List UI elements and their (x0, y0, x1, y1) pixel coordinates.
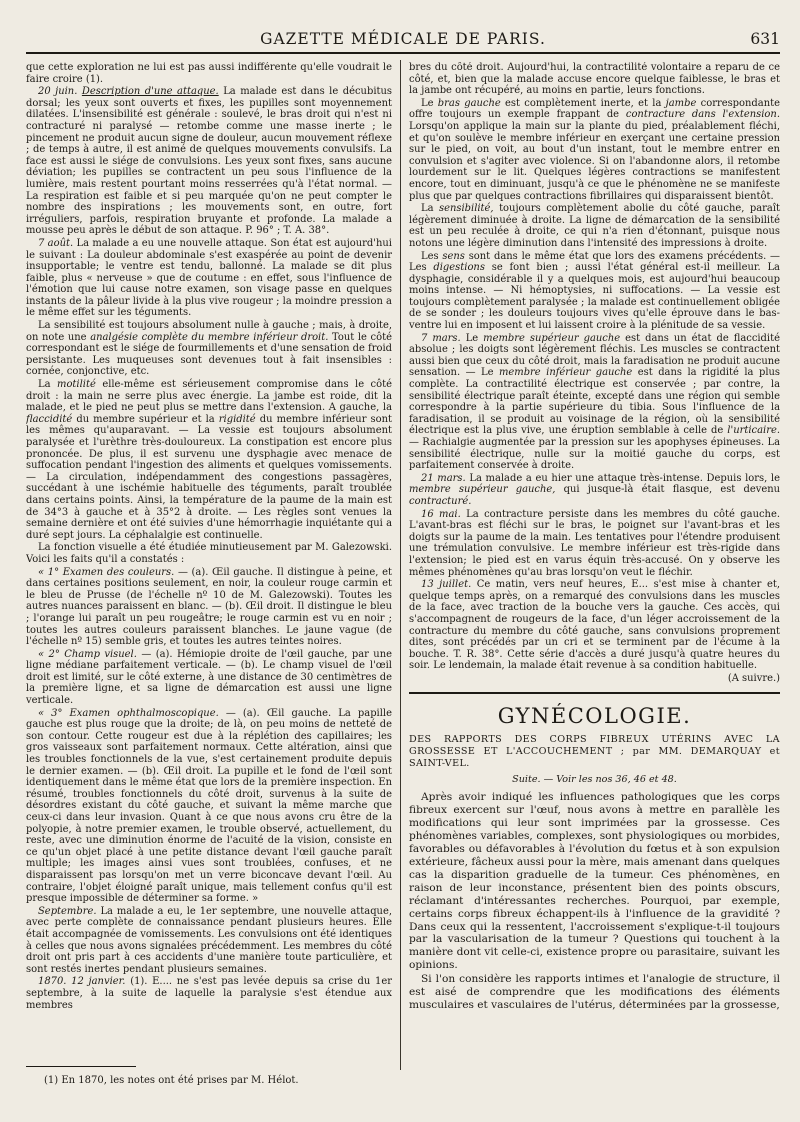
exam-text: — (a). Hémiopie droite de l'œil gauche, par une ligne médiane parfaitement verticale. — (b). Le champ visuel de l'œil droit est limité, sur le côté externe, à une distance de 30 centimètres de la première ligne, et sa ligne de démarcation est aussi une ligne verticale. (26, 648, 392, 707)
paragraph-attack (26, 86, 392, 237)
footnote: (1) En 1870, les notes ont été prises par M. Hélot. (44, 1075, 299, 1086)
column-divider (400, 60, 401, 1070)
text-run: Lorsqu'on applique la main sur la plante du pied, préalablement fléchi, et qu'on soulève le membre inférieur en exerçant une certaine pression sur le pied, on voit, au bout d'un instant, tout le membre entrer en convulsion et s'agiter avec violence. Si on l'abandonne alors, il retombe lourdement sur le lit. Quelques légères contractions se manifestent encore, tout en diminuant, jusqu'à ce que le phénomène ne se manifeste plus que par quelques contractions fibrillaires qui disparaissent bientôt. (409, 120, 780, 202)
paragraph-vision-intro: La fonction visuelle a été étudiée minutieusement par M. Galezowski. Voici les faits qu'il a constatés : (26, 542, 392, 565)
entry-date: 1870. 12 janvier. (38, 976, 126, 988)
entry-text: La malade a eu, le 1er septembre, une nouvelle attaque, avec perte complète de connaissance pendant plusieurs heures. Elle était accompagnée de vomissements. Les convulsions ont été identiques à celles que nous avons signalées précédemment. Les membres du côté droit ont pris part à ces accidents d'une manière toute particulière, et sont restés inertes pendant plusieurs semaines. (26, 905, 392, 975)
text-run: sont dans le même état que lors des examens précédents. — Les (409, 250, 780, 274)
paragraph-september (26, 906, 392, 976)
entry-date: 13 juillet. (421, 579, 472, 591)
left-column (26, 62, 392, 1067)
paragraph-march-7 (409, 333, 780, 472)
paragraph-march-21 (409, 473, 780, 508)
gynecology-section (409, 692, 780, 1011)
text-run: du membre supérieur et la (76, 413, 215, 425)
text-run-italic: flaccidité (26, 413, 73, 425)
text-run-italic: l'urticaire. (727, 425, 780, 437)
text-run-italic: sensibilité, (439, 203, 494, 215)
text-run: est complètement inerte, et la (505, 97, 662, 109)
entry-date: Septembre. (38, 905, 97, 917)
paragraph-left-arm (409, 98, 780, 202)
paragraph-august (26, 238, 392, 319)
exam-ophthalmoscopic (26, 708, 392, 905)
text-run-italic: motilité (57, 379, 96, 391)
exam-colours (26, 567, 392, 648)
page-header (26, 28, 780, 54)
text-run-italic: digestions (433, 262, 485, 274)
exam-label: « 3° Examen ophthalmoscopique. (38, 707, 219, 719)
text-run: se font bien ; aussi l'état général est-il meilleur. La dysphagie, considérable il y a quelques mois, est aujourd'hui beaucoup moins intense. — Ni hémoptysies, ni suffocations. — La vessie est toujours complètement paralysée ; la malade est continuellement obligée de se sonder ; les douleurs toujours vives qu'elle éprouve dans le bas-ventre lui en imposent et lui laissent croire à la plénitude de sa vessie. (409, 262, 780, 332)
exam-text: — (a). Œil gauche. La papille gauche est plus rouge que la droite; de là, on peu moins de netteté de son contour. Cette rougeur est due à la réplétion des capillaires; les gros vaisseaux sont parfaitement normaux. Cette altération, ainsi que les troubles fonctionnels de la vue, s'est certainement produite depuis le dernier examen. — (b). Œil droit. La pupille et le fond de l'œil sont identiquement dans le même état que lors de la première inspection. En résumé, troubles fonctionnels du côté droit, survenus à la suite de désordres existant du côté gauche, et suivant la même marche que ceux-ci dans leur invasion. Quant à ce que nous avons cru être de la polyopie, à notre premier examen, le trouble observé, actuellement, du reste, avec une diminution énorme de l'acuité de la vision, consiste en ce qu'un objet placé à une petite distance devant l'œil gauche paraît multiple; les images ainsi vues sont troublées, confuses, et ne disparaissent pas lorsqu'on met un verre biconcave devant l'œil. Au contraire, l'objet éloigné paraît unique, mais tellement confus qu'il est presque impossible de déterminer sa forme. » (26, 707, 392, 905)
text-run: est dans un état de flaccidité absolue ; les doigts sont légèrement fléchis. Les muscles se contractent aussi bien que ceux du côté droit, mais la faradisation ne produit aucune sensation. — Le (409, 332, 780, 379)
entry-text: (1). E.... ne s'est pas levée depuis sa crise du 1er septembre, à la suite de laquelle la paralysie s'est étendue aux membres (26, 976, 392, 1011)
entry-date: 7 mars. (421, 332, 461, 344)
exam-text: — (a). Œil gauche. Il distingue à peine, et dans certaines positions seulement, en noir, la couleur rouge carmin et le bleu de Prusse (de l'échelle nº 10 de M. Galezowski). Toutes les autres nuances paraissent en blanc. — (b). Œil droit. Il distingue le bleu ; l'orange lui paraît un peu rougeâtre; le rouge carmin est vu en noir ; toutes les autres couleurs paraissent blanches. Le jaune vague (de l'échelle nº 15) semble gris, et toutes les autres teintes noires. (26, 566, 392, 648)
text-run: Le (421, 97, 434, 109)
entry-text: La malade est dans le décubitus dorsal; les yeux sont ouverts et fixes, les pupilles sont moyennement dilatées. L'insensibilité est générale : soulevé, le bras droit qui n'est ni contracturé ni paralysé — retombe comme une masse inerte ; le pincement ne produit aucun signe de douleur, aucun mouvement réflexe ; de temps à autre, il est animé de quelques mouvements convulsifs. La face est aussi le siége de convulsions. Les yeux sont fixes, sans aucune déviation; les pupilles se contractent un peu sous l'influence de la lumière, mais restent pourtant moins resserrées qu'à l'état normal. — La respiration est faible et si peu marquée qu'on ne peut compter le nombre des inspirations ; les mouvements sont, en outre, fort irréguliers, parfois, respiration bruyante et profonde. La malade a mousse peu après le début de son attaque. P. 96° ; T. A. 38°. (26, 86, 392, 237)
article-title: DES RAPPORTS DES CORPS FIBREUX UTÉRINS AVEC LA GROSSESSE ET L'ACCOUCHEMENT ; par MM. DEMARQUAY et SAINT-VEL. (409, 734, 780, 770)
text-run: La (38, 379, 51, 391)
text-run: La (421, 203, 434, 215)
right-column (409, 62, 780, 1122)
text-run-italic: membre supérieur gauche (483, 332, 621, 344)
paragraph-may-16 (409, 509, 780, 579)
paragraph-motility (26, 379, 392, 541)
text-run-italic: membre supérieur gauche, (409, 484, 556, 496)
to-be-continued: (A suivre.) (727, 672, 780, 684)
exam-label: « 2° Champ visuel. (38, 648, 137, 660)
text-run-italic: analgésie complète du membre inférieur droit. (90, 331, 329, 343)
article-continuation: Suite. — Voir les nos 36, 46 et 48. (512, 774, 677, 786)
page-number: 631 (750, 30, 780, 48)
text-run-italic: jambe (665, 97, 697, 109)
paragraph: que cette exploration ne lui est pas aussi indifférente qu'elle voudrait le faire croire (1). (26, 62, 392, 85)
exam-visual-field (26, 649, 392, 707)
text-run-italic: sens (442, 250, 465, 262)
text-run-italic: contracture dans l'extension. (625, 109, 780, 121)
paragraph-1870 (26, 976, 392, 1011)
entry-text: La contracture persiste dans les membres du côté gauche. L'avant-bras est fléchi sur le bras, le poignet sur l'avant-bras et les doigts sur la paume de la main. Les tentatives pour l'étendre produisent une trémulation convulsive. Le membre inférieur est très-rigide dans l'extension; le pied est en varus équin très-accusé. On y observe les mêmes phénomènes qu'au bras lorsqu'on veut le fléchir. (409, 508, 780, 578)
entry-text: La malade a eu une nouvelle attaque. Son état est aujourd'hui le suivant : La douleur abdominale s'est exaspérée au point de devenir insupportable; le ventre est tendu, ballonné. La malade se dit plus faible, plus « nerveuse » que de coutume : en effet, sous l'influence de l'émotion que lui cause notre examen, son visage passe en quelques instants de la pâleur livide à la plus vive rougeur ; la moindre pression a le même effet sur les téguments. (26, 237, 392, 319)
exam-label: « 1° Examen des couleurs. (38, 566, 175, 578)
text-run-italic: contracturé. (409, 495, 472, 507)
text-run: La sensibilité est toujours absolument nulle à gauche ; mais, à droite, on note une (26, 320, 392, 343)
text-run: Les (421, 250, 439, 262)
text-run-italic: membre inférieur gauche (498, 367, 633, 379)
entry-date: 20 juin. (38, 86, 78, 98)
text-run: toujours complètement abolie du côté gauche, paraît légèrement diminuée à droite. La ligne de démarcation de la sensibilité est un peu reculée à droite, ce qui n'a rien d'étonnant, puisque nous notons une légère diminution dans l'intensité des impressions à droite. (409, 203, 780, 249)
paragraph-senses (409, 251, 780, 332)
text-run: correspondante offre toujours un exemple frappant de (409, 97, 780, 121)
text-run: est dans la rigidité la plus complète. La contractilité électrique est conservée ; par contre, la sensibilité électrique paraît éteinte, excepté dans une région qui semble correspondre à la partie supérieure du tibia. Sous l'influence de la faradisation, il se produit au voisinage de la région, où la sensibilité électrique est la plus vive, une éruption semblable à celle de (409, 367, 780, 437)
entry-heading: Description d'une attaque. (81, 86, 219, 98)
paragraph-sensibility (409, 203, 780, 249)
text-run: Le (465, 332, 479, 344)
text-run-italic: bras gauche (437, 97, 501, 109)
article-paragraph: Après avoir indiqué les influences pathologiques que les corps fibreux exercent sur l'œuf, nous avons à mettre en parallèle les modifications qui leur sont imprimées par la grossesse. Ces phénomènes variables, complexes, sont physiologiques ou morbides, favorables ou défavorables à l'évolution du fœtus et à son expulsion extérieure, fâcheux aussi pour la mère, mais amenant dans quelques cas la disparition graduelle de la tumeur. Ces phénomènes, en raison de leur inconstance, présentent bien des points obscurs, réclamant d'intéressantes recherches. Pourquoi, par exemple, certains corps fibreux échappent-ils à l'influence de la gravidité ? Dans ceux qui la ressentent, l'accroissement s'explique-t-il toujours par la vascularisation de la tumeur ? Questions qui touchent à la manière dont vit celle-ci, existence propre ou parasitaire, suivant les opinions. (409, 791, 780, 972)
text-run-italic: rigidité (218, 413, 256, 425)
paragraph-sensibility (26, 320, 392, 378)
text-run: Tout le côté correspondant est le siége de fourmillements et d'une sensation de froid persistante. Les muqueuses sont devenues tout à fait insensibles : cornée, conjonctive, etc. (26, 331, 392, 378)
text-run: La malade a eu hier une attaque très-intense. Depuis lors, le (469, 472, 780, 484)
entry-text: Ce matin, vers neuf heures, E... s'est mise à chanter et, quelque temps après, on a remarqué des convulsions dans les muscles de la face, avec traction de la bouche vers la gauche. Ces accès, qui s'accompagnent de rougeurs de la face, d'un léger accroissement de la contracture du membre du côté gauche, sans convulsions proprement dites, sont précédés par un cri et se terminent par de l'écume à la bouche. T. R. 38°. Cette série d'accès a duré jusqu'à quatre heures du soir. Le lendemain, la malade était revenue à sa condition habituelle. (409, 579, 780, 672)
entry-date: 21 mars. (421, 472, 466, 484)
text-run: du membre inférieur sont les mêmes qu'auparavant. — La vessie est toujours absolument paralysée et l'urèthre très-douloureux. La constipation est encore plus prononcée. De plus, il est survenu une dysphagie avec menace de suffocation pendant l'ingestion des aliments et quelques vomissements. — La circulation, indépendamment des congestions passagères, succédant à une ischémie habituelle des téguments, paraît troublée dans certains points. Ainsi, la température de la paume de la main est de 34°3 à gauche et à 35°2 à droite. — Les règles sont venues la semaine dernière et ont été suivies d'une hémorrhagie inquiétante qui a duré sept jours. La céphalalgie est continuelle. (26, 413, 392, 541)
article-paragraph: Si l'on considère les rapports intimes et l'analogie de structure, il est aisé de comprendre que les modifications des éléments musculaires et vasculaires de l'utérus, déterminées par la grossesse, (409, 973, 780, 1011)
paragraph-july-13 (409, 579, 780, 672)
section-title: GYNÉCOLOGIE. (497, 704, 692, 729)
footnote-rule (26, 1066, 136, 1067)
entry-date: 7 août. (38, 237, 74, 249)
text-run: — Rachialgie augmentée par la pression sur les apophyses épineuses. La sensibilité électrique, nulle sur la moitié gauche du corps, est parfaitement conservée à droite. (409, 437, 780, 472)
text-run: elle-même est sérieusement compromise dans le côté droit : la main ne serre plus avec énergie. La jambe est roide, dit la malade, et le pied ne peut plus se mettre dans l'extension. A gauche, la (26, 379, 392, 414)
paragraph: bres du côté droit. Aujourd'hui, la contractilité volontaire a reparu de ce côté, et, bien que la malade accuse encore quelque faiblesse, le bras et la jambe ont récupéré, au moins en partie, leurs fonctions. (409, 62, 780, 97)
text-run: qui jusque-là était flasque, est devenu (563, 484, 780, 496)
journal-title: GAZETTE MÉDICALE DE PARIS. (260, 30, 546, 48)
entry-date: 16 mai. (421, 508, 461, 520)
